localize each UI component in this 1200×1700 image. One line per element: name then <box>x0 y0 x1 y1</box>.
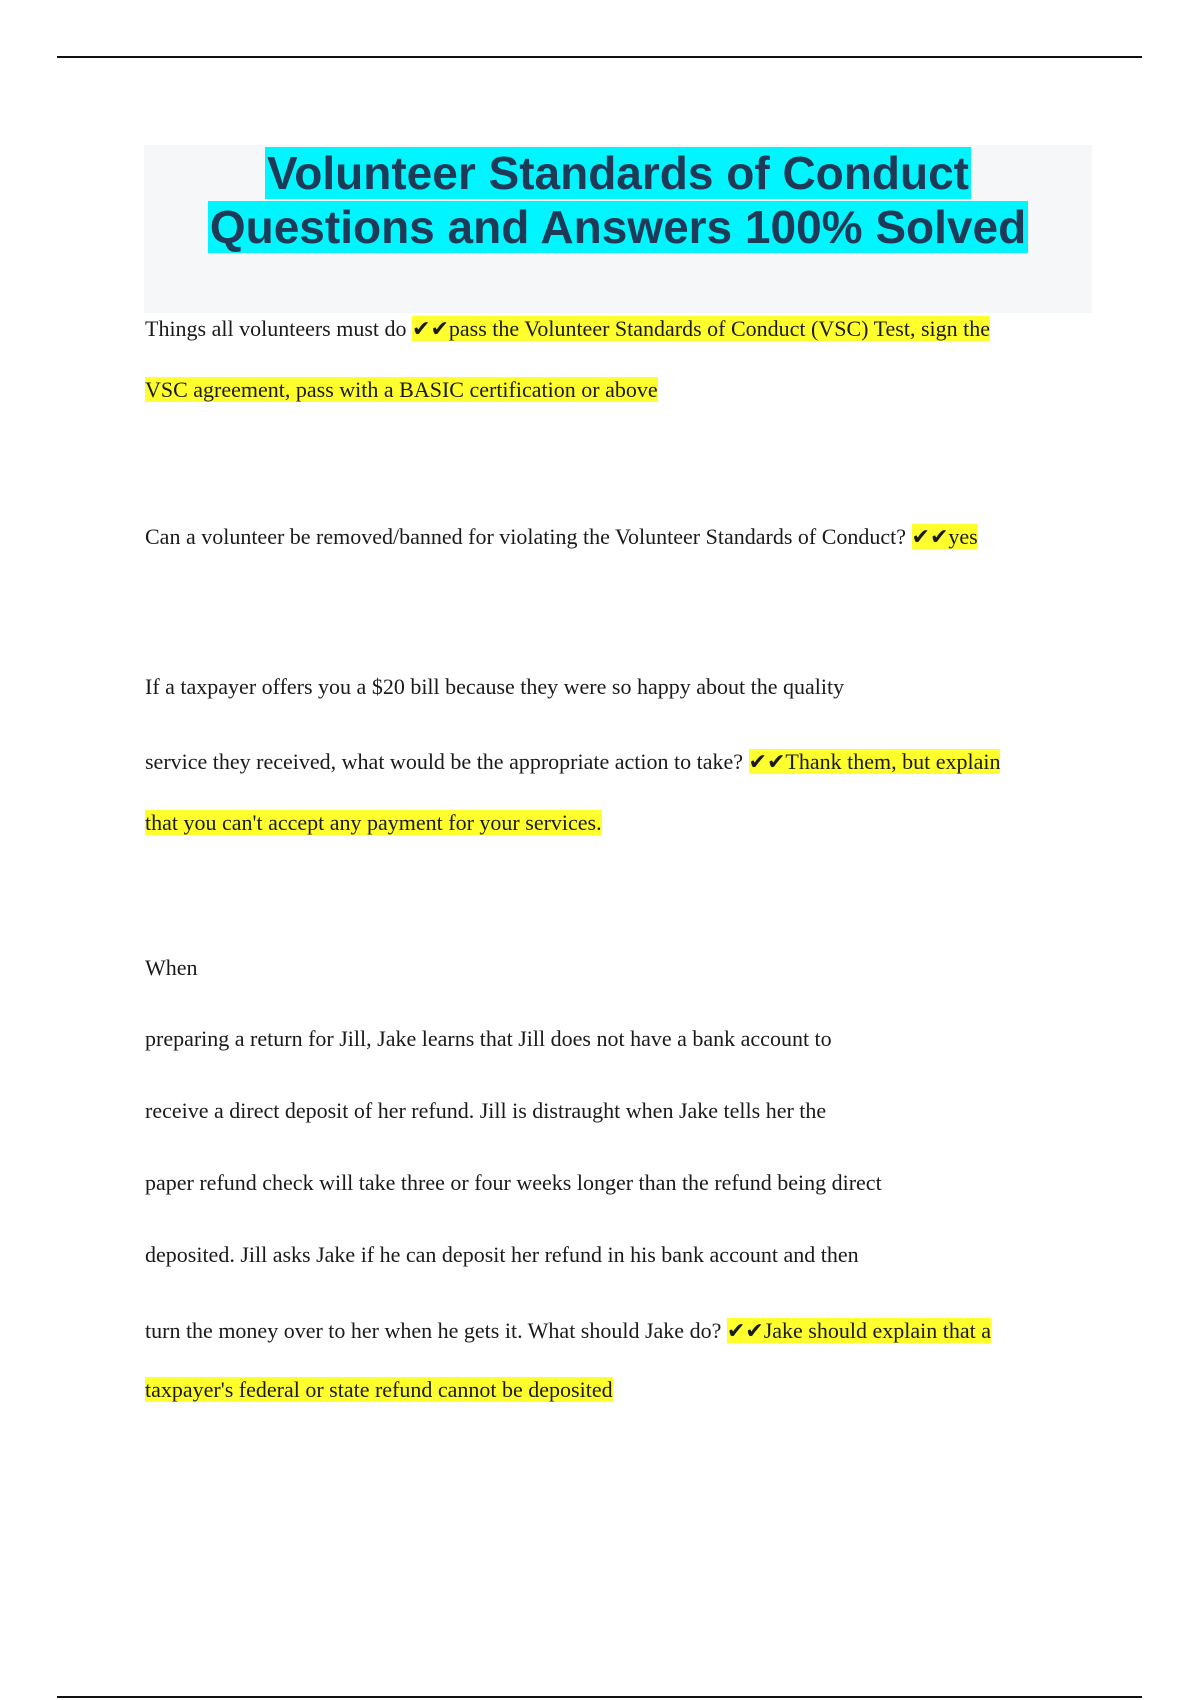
qa-3-line-1 <box>145 672 844 702</box>
top-rule <box>57 56 1142 58</box>
question-text: deposited. Jill asks Jake if he can deposit her refund in his bank account and then <box>145 1242 859 1267</box>
qa-3-line-2 <box>145 747 1000 777</box>
answer-text: Thank them, but explain <box>785 749 1001 774</box>
qa-4-line-3 <box>145 1096 826 1126</box>
question-text: Can a volunteer be removed/banned for violating the Volunteer Standards of Conduct? <box>145 524 912 549</box>
answer-highlight <box>412 316 990 341</box>
qa-4-line-6 <box>145 1316 991 1346</box>
answer-text: VSC agreement, pass with a BASIC certification or above <box>145 377 658 402</box>
question-text: turn the money over to her when he gets it. What should Jake do? <box>145 1318 727 1343</box>
question-text: When <box>145 955 198 980</box>
qa-4-line-7 <box>145 1375 613 1405</box>
question-text: preparing a return for Jill, Jake learns that Jill does not have a bank account to <box>145 1026 832 1051</box>
answer-text: taxpayer's federal or state refund cannot be deposited <box>145 1377 613 1402</box>
document-title-line-1: Volunteer Standards of Conduct <box>267 147 969 199</box>
qa-3-line-3 <box>145 808 602 838</box>
checkmark-icon: ✔✔ <box>726 1318 764 1343</box>
question-text: Things all volunteers must do <box>145 316 413 341</box>
qa-4-line-5 <box>145 1240 859 1270</box>
answer-text: Jake should explain that a <box>763 1318 991 1343</box>
question-text: receive a direct deposit of her refund. Jill is distraught when Jake tells her the <box>145 1098 827 1123</box>
checkmark-icon: ✔✔ <box>911 524 949 549</box>
answer-text: pass the Volunteer Standards of Conduct (VSC) Test, sign the <box>448 316 990 341</box>
qa-1-line-1 <box>145 314 990 344</box>
bottom-rule <box>57 1696 1142 1698</box>
qa-1-line-2 <box>145 375 658 405</box>
question-text: service they received, what would be the appropriate action to take? <box>145 749 749 774</box>
question-text: If a taxpayer offers you a $20 bill because they were so happy about the quality <box>145 674 845 699</box>
answer-highlight <box>727 1318 991 1343</box>
answer-text: that you can't accept any payment for your services. <box>145 810 602 835</box>
answer-text: yes <box>948 524 978 549</box>
qa-4-line-1 <box>145 953 198 983</box>
document-title-line-2: Questions and Answers 100% Solved <box>209 201 1027 253</box>
checkmark-icon: ✔✔ <box>748 749 786 774</box>
question-text: paper refund check will take three or four weeks longer than the refund being direct <box>145 1170 882 1195</box>
checkmark-icon: ✔✔ <box>412 316 449 341</box>
qa-4-line-4 <box>145 1168 882 1198</box>
qa-4-line-2 <box>145 1024 832 1054</box>
answer-highlight <box>749 749 1001 774</box>
answer-highlight <box>912 524 978 549</box>
qa-2-line-1 <box>145 522 978 552</box>
title-block <box>144 145 1092 313</box>
